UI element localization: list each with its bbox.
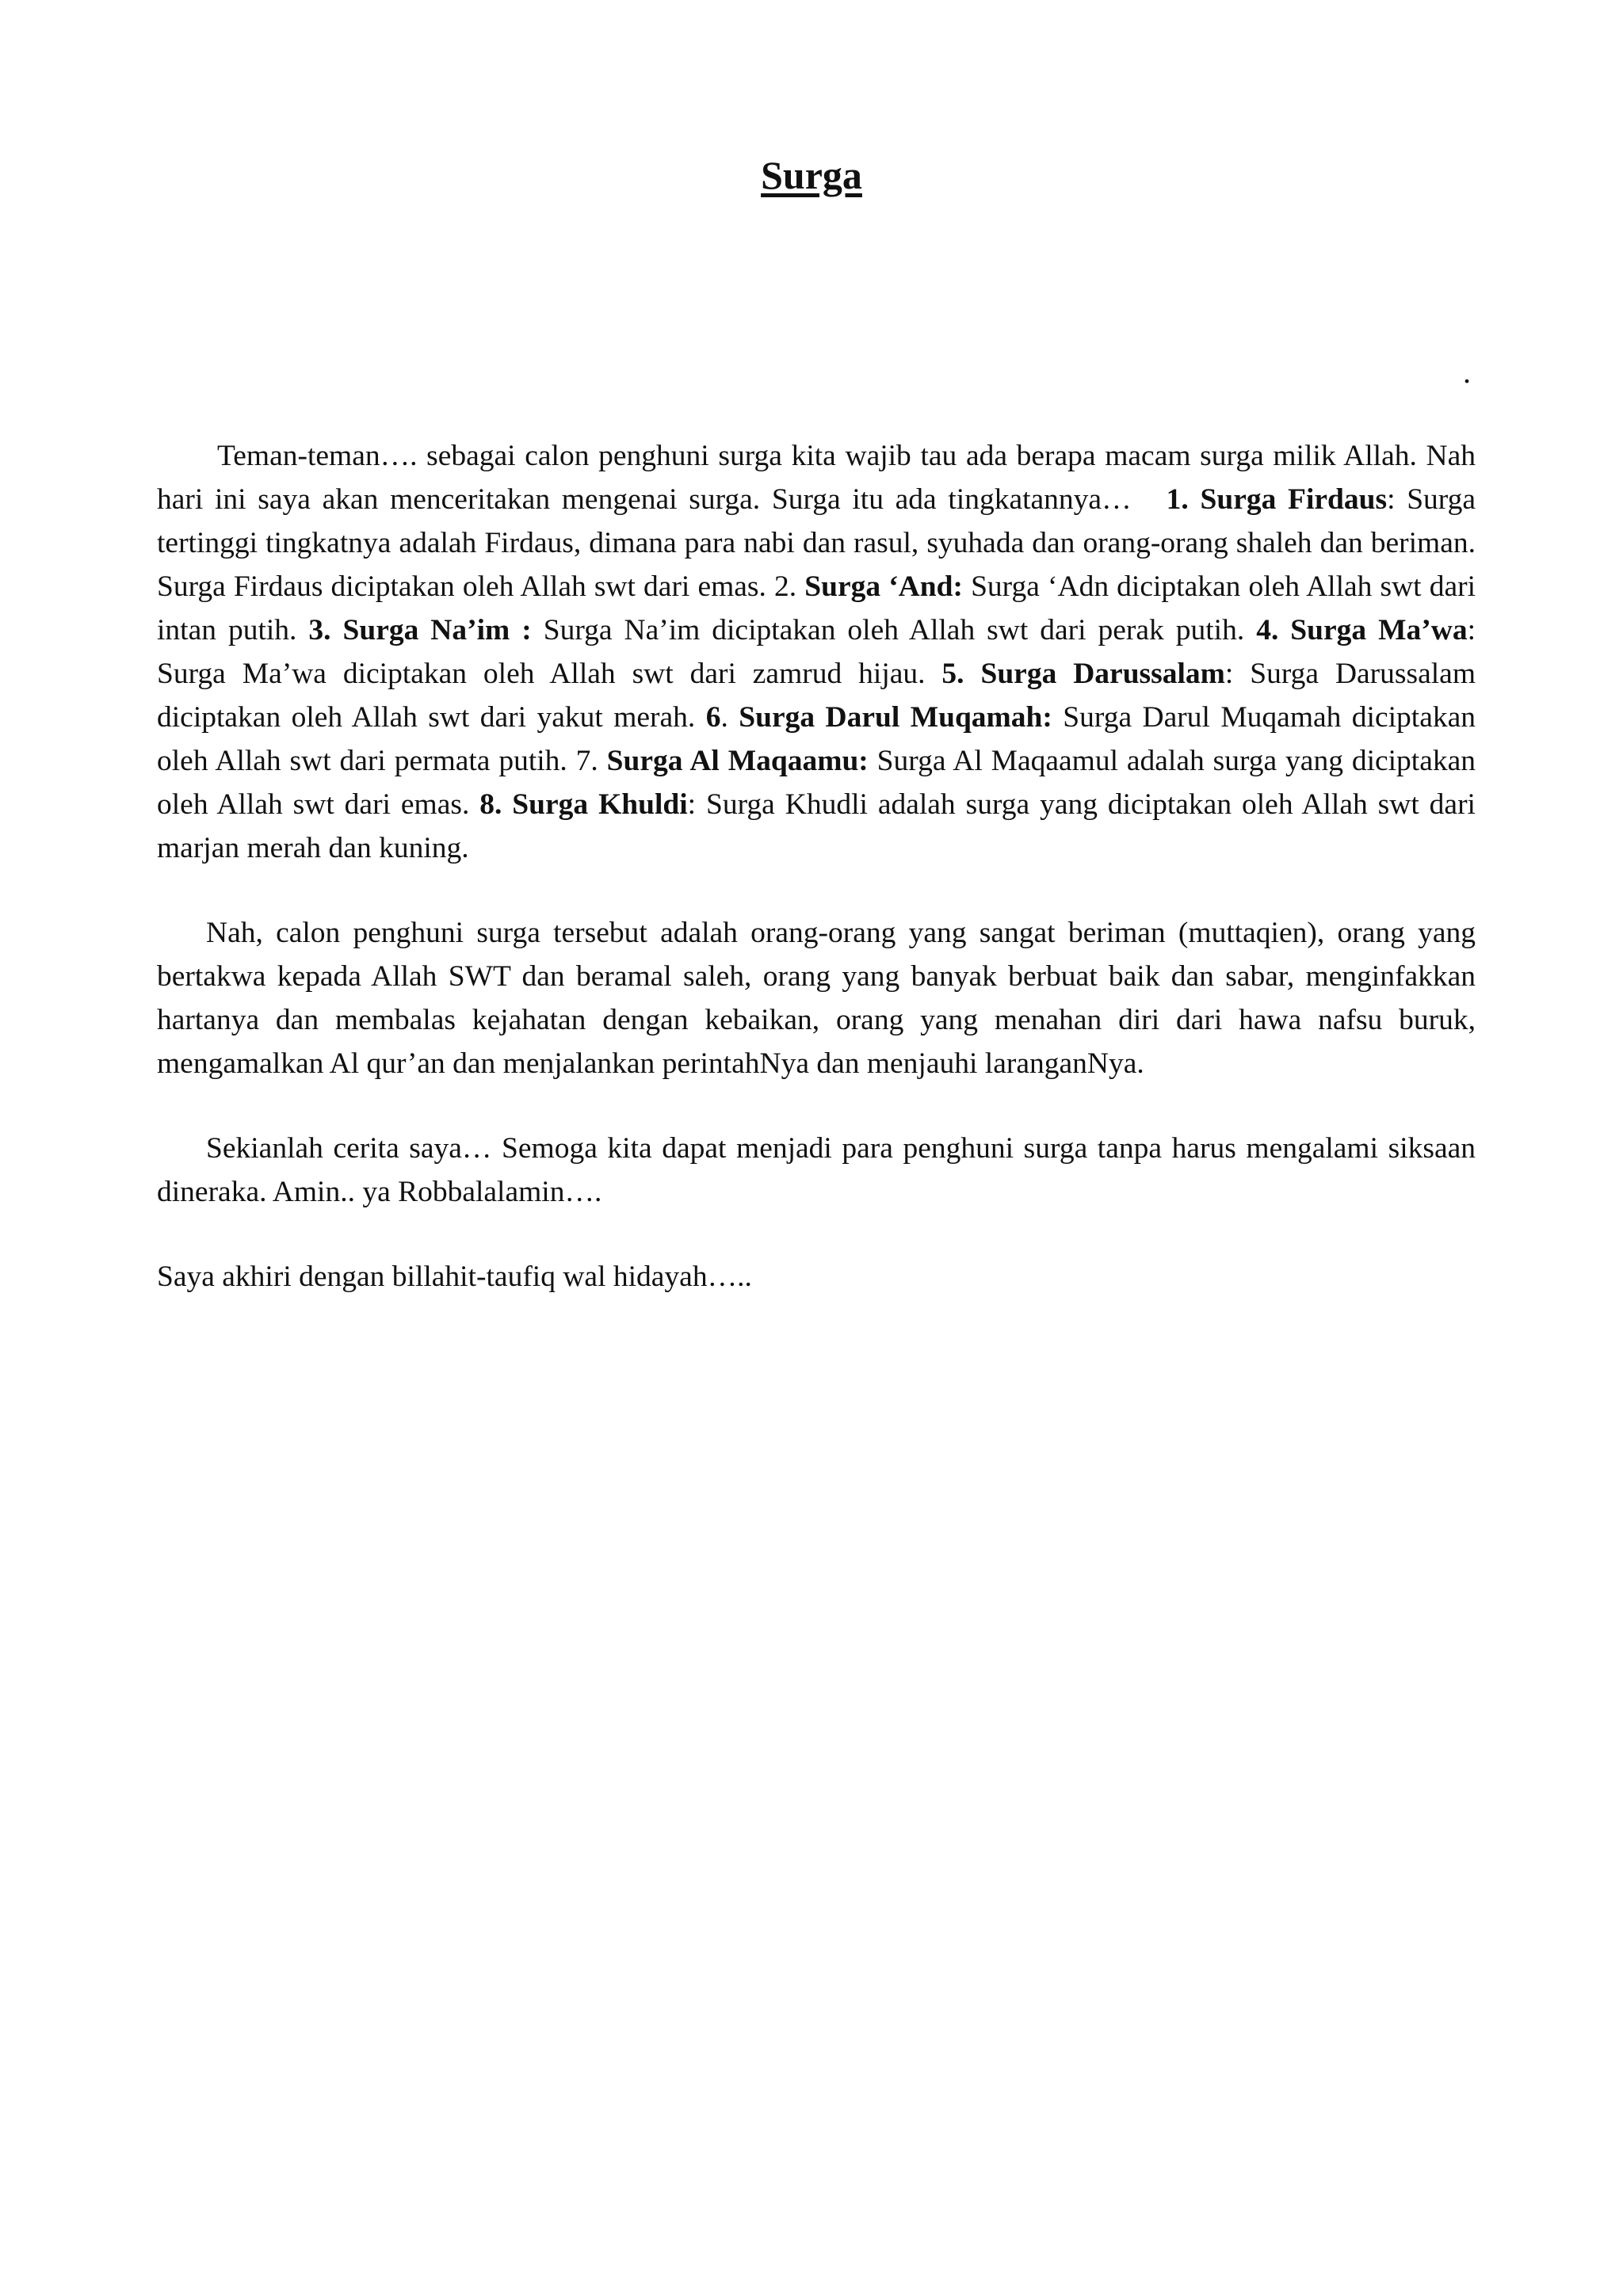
surga-darul-muqamah-number: 6 bbox=[705, 701, 721, 734]
surga-darul-muqamah-separator: . bbox=[720, 701, 739, 734]
surga-and-text: Surga ‘Adn diciptakan oleh Allah swt dari intan putih. bbox=[157, 570, 1476, 646]
surga-mawa-heading: 4. Surga Ma’wa bbox=[1256, 614, 1468, 646]
intro-gap bbox=[1132, 483, 1167, 516]
surga-firdaus-text: : Surga tertinggi tingkatnya adalah Firdaus, dimana para nabi dan rasul, syuhada dan orang-orang shaleh dan beriman. Surga Firdaus diciptakan oleh Allah swt dari emas. 2. bbox=[157, 483, 1476, 603]
paragraph-closing: Sekianlah cerita saya… Semoga kita dapat menjadi para penghuni surga tanpa harus mengalami siksaan dineraka. Amin.. ya Robbalalamin…. bbox=[157, 1132, 1476, 1208]
surga-firdaus-heading: 1. Surga Firdaus bbox=[1166, 483, 1388, 516]
surga-naim-text: Surga Na’im diciptakan oleh Allah swt dari perak putih. bbox=[531, 614, 1257, 646]
surga-darul-muqamah-heading: Surga Darul Muqamah: bbox=[739, 701, 1052, 734]
paragraph-surga-inhabitants: Nah, calon penghuni surga tersebut adalah orang-orang yang sangat beriman (muttaqien), orang yang bertakwa kepada Allah SWT dan beramal saleh, orang yang banyak berbuat baik dan sabar, menginfakkan hartanya dan membalas kejahatan dengan kebaikan, orang yang menahan diri dari hawa nafsu buruk, mengamalkan Al qur’an dan menjalankan perintahNya dan menjauhi laranganNya. bbox=[157, 917, 1476, 1080]
surga-darul-muqamah-text: Surga Darul Muqamah diciptakan oleh Allah swt dari permata putih. 7. bbox=[157, 701, 1476, 777]
surga-khuldi-heading: 8. Surga Khuldi bbox=[479, 788, 688, 821]
intro-text: Teman-teman…. sebagai calon penghuni surga kita wajib tau ada berapa macam surga milik Allah. Nah hari ini saya akan menceritakan mengenai surga. Surga itu ada tingkatannya… bbox=[157, 440, 1476, 516]
document-body bbox=[157, 434, 1476, 1340]
surga-al-maqaamu-text: Surga Al Maqaamul adalah surga yang diciptakan oleh Allah swt dari emas. bbox=[157, 745, 1476, 821]
surga-darussalam-text: : Surga Darussalam diciptakan oleh Allah swt dari yakut merah. bbox=[157, 658, 1476, 734]
paragraph-surga-levels bbox=[157, 434, 1476, 870]
document-title: Surga bbox=[761, 153, 862, 197]
surga-naim-heading: 3. Surga Na’im : bbox=[308, 614, 532, 646]
surga-al-maqaamu-heading: Surga Al Maqaamu: bbox=[606, 745, 869, 777]
surga-khuldi-text: : Surga Khudli adalah surga yang diciptakan oleh Allah swt dari marjan merah dan kuning. bbox=[157, 788, 1476, 864]
stray-dot: . bbox=[1463, 354, 1471, 390]
surga-darussalam-heading: 5. Surga Darussalam bbox=[941, 658, 1225, 690]
surga-and-heading: Surga ‘And: bbox=[804, 570, 963, 603]
surga-mawa-text: : Surga Ma’wa diciptakan oleh Allah swt dari zamrud hijau. bbox=[157, 614, 1476, 690]
paragraph-final-greeting: Saya akhiri dengan billahit-taufiq wal hidayah….. bbox=[157, 1261, 752, 1293]
